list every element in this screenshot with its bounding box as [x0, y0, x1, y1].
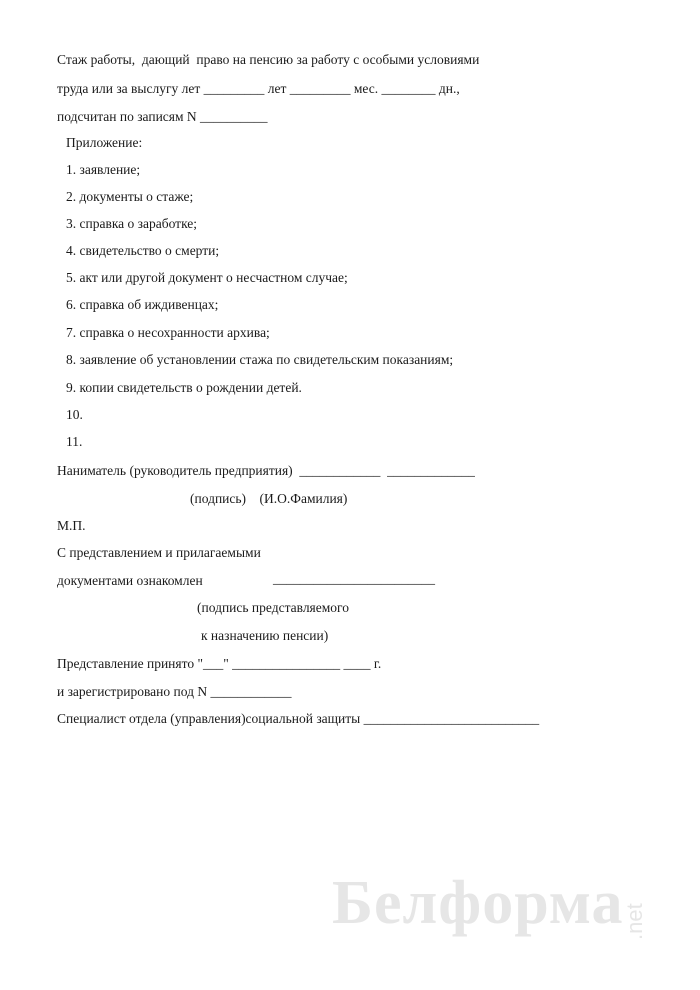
applicant-signature-blank: ________________________ — [273, 571, 435, 586]
applicant-signature-caption-2: к назначению пенсии) — [201, 628, 329, 643]
registered-line: и зарегистрировано под N ____________ — [57, 684, 292, 699]
attachment-item-7: 7. справка о несохранности архива; — [66, 325, 270, 340]
employer-signature-line: Наниматель (руководитель предприятия) ____________ _____________ — [57, 463, 475, 478]
seniority-line-1: Стаж работы, дающий право на пенсию за работу с особыми условиями — [57, 52, 480, 67]
attachment-item-5: 5. акт или другой документ о несчастном случае; — [66, 270, 348, 285]
seniority-line-2: труда или за выслугу лет _________ лет _________ мес. ________ дн., — [57, 81, 460, 96]
applicant-signature-caption-1: (подпись представляемого — [197, 600, 350, 615]
watermark-logo: Белформа — [332, 869, 624, 937]
attachment-item-6: 6. справка об иждивенцах; — [66, 297, 219, 312]
attachment-item-4: 4. свидетельство о смерти; — [66, 243, 220, 258]
attachment-item-3: 3. справка о заработке; — [66, 216, 198, 231]
accepted-line: Представление принято "___" ________________ ____ г. — [57, 656, 382, 671]
attachment-item-9: 9. копии свидетельств о рождении детей. — [66, 380, 302, 395]
specialist-line: Специалист отдела (управления)социальной защиты __________________________ — [57, 711, 540, 726]
attachments-heading: Приложение: — [66, 135, 143, 150]
employer-signature-caption: (подпись) (И.О.Фамилия) — [190, 491, 348, 506]
seal-mark: М.П. — [57, 518, 86, 533]
attachment-item-8: 8. заявление об установлении стажа по свидетельским показаниям; — [66, 352, 454, 367]
acquainted-line-1: С представлением и прилагаемыми — [57, 545, 261, 560]
attachment-item-10: 10. — [66, 407, 83, 422]
attachment-item-11: 11. — [66, 434, 83, 449]
records-line: подсчитан по записям N __________ — [57, 109, 268, 124]
acquainted-line-2: документами ознакомлен — [57, 573, 203, 588]
attachment-item-1: 1. заявление; — [66, 162, 141, 177]
watermark-suffix: .net — [622, 903, 647, 940]
attachment-item-2: 2. документы о стаже; — [66, 189, 194, 204]
